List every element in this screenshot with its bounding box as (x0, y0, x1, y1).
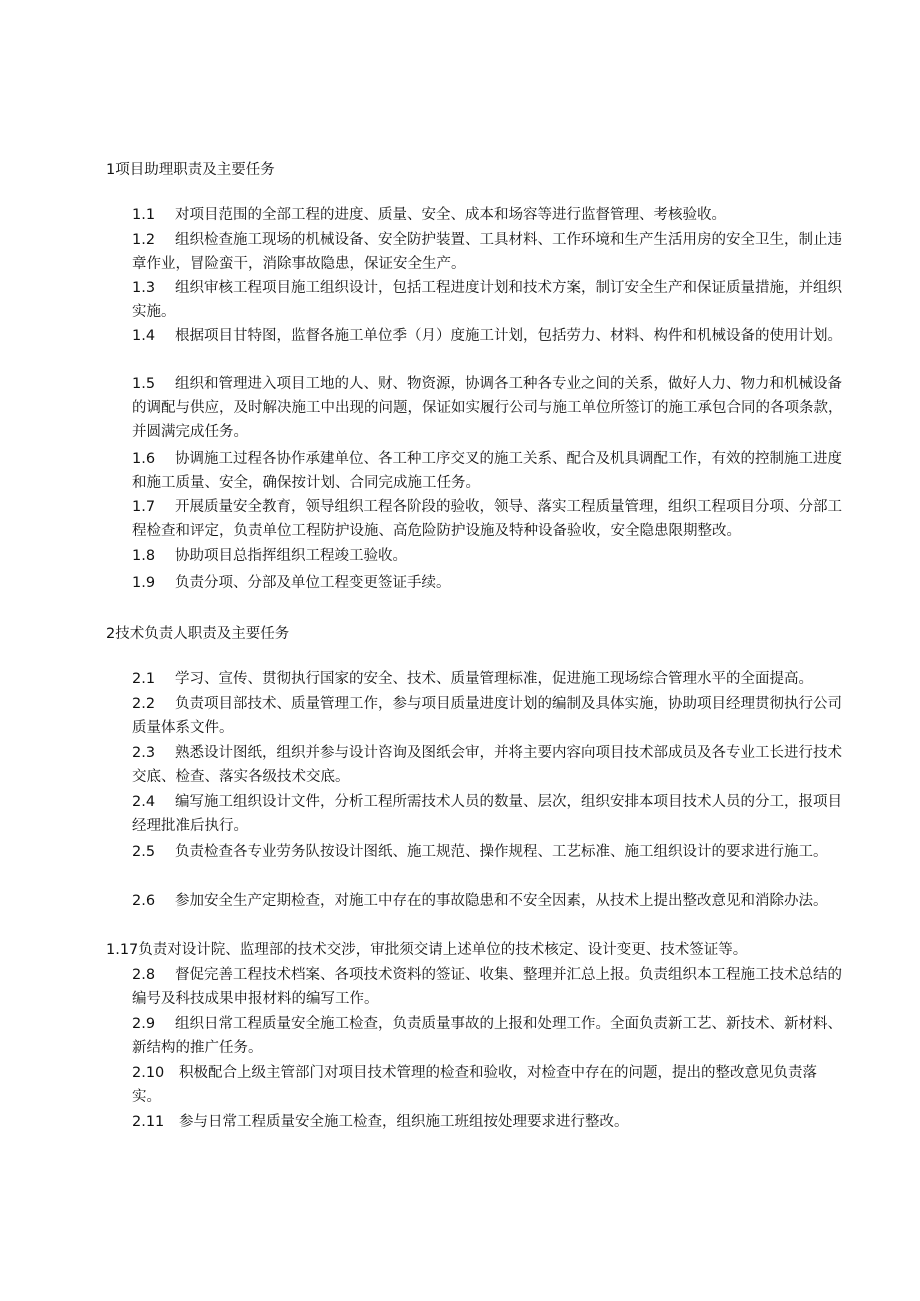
item-number: 1.6 (132, 451, 156, 467)
list-item (132, 372, 844, 444)
item-number: 1.5 (132, 376, 156, 392)
item-number: 2.10 (132, 1065, 165, 1081)
list-item (132, 571, 844, 595)
item-text: 组织和管理进入项目工地的人、财、物资源，协调各工种各专业之间的关系，做好人力、物力和机械设备的调配与供应，及时解决施工中出现的问题，保证如实履行公司与施工单位所签订的施工承包合同的各项条款，并圆满完成任务。 (132, 376, 843, 440)
list-item (132, 495, 844, 543)
list-item (106, 938, 844, 962)
item-text: 督促完善工程技术档案、各项技术资料的签证、收集、整理并汇总上报。负责组织本工程施工技术总结的编号及科技成果申报材料的编写工作。 (132, 967, 842, 1007)
item-number: 1.1 (132, 207, 156, 223)
item-number: 2.2 (132, 696, 156, 712)
list-item (132, 1110, 844, 1134)
item-text: 负责对设计院、监理部的技术交涉，审批须交请上述单位的技术核定、设计变更、技术签证等。 (138, 942, 748, 958)
item-number: 2.5 (132, 844, 156, 860)
list-item (132, 963, 844, 1011)
item-number: 1.4 (132, 328, 156, 344)
item-number: 2.8 (132, 967, 156, 983)
section-title-1: 1项目助理职责及主要任务 (106, 162, 275, 178)
list-item (132, 692, 844, 740)
item-number: 1.2 (132, 232, 156, 248)
item-text: 负责项目部技术、质量管理工作，参与项目质量进度计划的编制及具体实施，协助项目经理贯彻执行公司质量体系文件。 (132, 696, 842, 736)
item-number: 1.9 (132, 575, 156, 591)
item-text: 学习、宣传、贯彻执行国家的安全、技术、质量管理标准，促进施工现场综合管理水平的全面提高。 (175, 671, 813, 687)
item-text: 参与日常工程质量安全施工检查，组织施工班组按处理要求进行整改。 (179, 1114, 629, 1130)
item-number: 2.11 (132, 1114, 165, 1130)
item-text: 对项目范围的全部工程的进度、质量、安全、成本和场容等进行监督管理、考核验收。 (175, 207, 726, 223)
item-number: 2.6 (132, 893, 156, 909)
item-text: 开展质量安全教育，领导组织工程各阶段的验收，领导、落实工程质量管理，组织工程项目分项、分部工程检查和评定，负责单位工程防护设施、高危险防护设施及特种设备验收，安全隐患限期整改。 (132, 499, 842, 539)
item-text: 组织审核工程项目施工组织设计，包括工程进度计划和技术方案，制订安全生产和保证质量措施，并组织实施。 (132, 280, 842, 320)
item-number: 2.4 (132, 794, 156, 810)
list-item (132, 544, 844, 568)
list-item (132, 1061, 844, 1109)
section-title-2: 2技术负责人职责及主要任务 (106, 626, 290, 642)
list-item (132, 228, 844, 276)
item-number: 2.9 (132, 1016, 156, 1032)
item-text: 负责检查各专业劳务队按设计图纸、施工规范、操作规程、工艺标准、施工组织设计的要求进行施工。 (175, 844, 828, 860)
list-item (132, 276, 844, 324)
item-number: 2.3 (132, 745, 156, 761)
list-item (132, 667, 844, 691)
item-number: 1.8 (132, 548, 156, 564)
item-text: 组织日常工程质量安全施工检查，负责质量事故的上报和处理工作。全面负责新工艺、新技术、新材料、新结构的推广任务。 (132, 1016, 842, 1056)
list-item (132, 447, 844, 495)
list-item (132, 840, 844, 864)
list-item (132, 1012, 844, 1060)
item-number: 2.1 (132, 671, 156, 687)
item-text: 熟悉设计图纸，组织并参与设计咨询及图纸会审，并将主要内容向项目技术部成员及各专业工长进行技术交底、检查、落实各级技术交底。 (132, 745, 842, 785)
item-text: 编写施工组织设计文件，分析工程所需技术人员的数量、层次，组织安排本项目技术人员的分工，报项目经理批准后执行。 (132, 794, 842, 834)
item-text: 积极配合上级主管部门对项目技术管理的检查和验收，对检查中存在的问题，提出的整改意见负责落实。 (132, 1065, 817, 1105)
list-item (132, 203, 844, 227)
item-text: 负责分项、分部及单位工程变更签证手续。 (175, 575, 451, 591)
item-number: 1.17 (106, 942, 139, 958)
item-text: 根据项目甘特图，监督各施工单位季（月）度施工计划，包括劳力、材料、构件和机械设备的使用计划。 (175, 328, 842, 344)
item-number: 1.7 (132, 499, 156, 515)
list-item (132, 741, 844, 789)
item-text: 组织检查施工现场的机械设备、安全防护装置、工具材料、工作环境和生产生活用房的安全卫生，制止违章作业，冒险蛮干，消除事故隐患，保证安全生产。 (132, 232, 842, 272)
item-text: 协调施工过程各协作承建单位、各工种工序交叉的施工关系、配合及机具调配工作，有效的控制施工进度和施工质量、安全，确保按计划、合同完成施工任务。 (132, 451, 842, 491)
list-item (132, 324, 844, 348)
item-number: 1.3 (132, 280, 156, 296)
item-text: 参加安全生产定期检查，对施工中存在的事故隐患和不安全因素，从技术上提出整改意见和消除办法。 (175, 893, 828, 909)
list-item (132, 889, 844, 913)
list-item (132, 790, 844, 838)
item-text: 协助项目总指挥组织工程竣工验收。 (175, 548, 407, 564)
